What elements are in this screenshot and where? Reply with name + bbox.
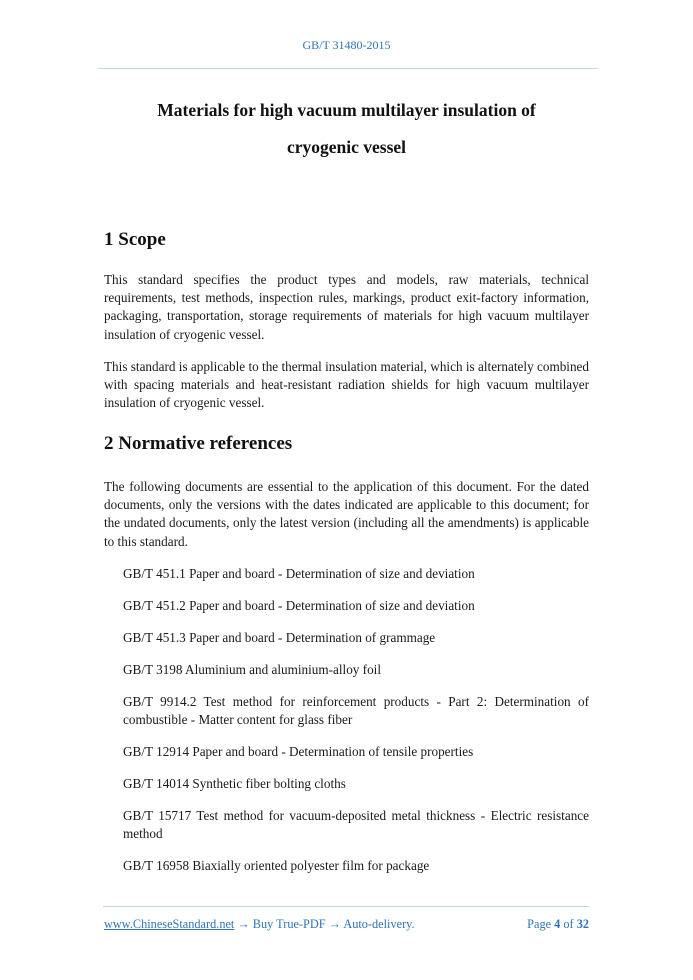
scope-paragraph-2: This standard is applicable to the thermal insulation material, which is alternately combined with spacing materials and heat-resistant radiation shields for high vacuum multilayer insulation of cryogenic vessel. — [104, 359, 589, 411]
normative-references-intro: The following documents are essential to the application of this document. For the dated documents, only the versions with the dates indicated are applicable to this document; for the undated documents, only the latest version (including all the amendments) is applicable to this standard. — [104, 479, 589, 549]
title-line-2: cryogenic vessel — [286, 137, 407, 157]
reference-item: GB/T 3198 Aluminium and aluminium-alloy foil — [123, 662, 381, 677]
section-heading-scope: 1 Scope — [104, 229, 166, 250]
reference-item: GB/T 451.3 Paper and board - Determination of grammage — [123, 630, 436, 645]
page-footer — [104, 917, 589, 932]
footer-divider — [103, 906, 589, 907]
page-number — [527, 917, 589, 932]
promo-text: → Buy True-PDF → Auto-delivery. — [234, 917, 415, 931]
page-label: Page — [527, 917, 552, 931]
running-header: GB/T 31480-2015 — [302, 38, 391, 52]
section-heading-normative-references: 2 Normative references — [104, 433, 293, 454]
website-link[interactable]: www.ChineseStandard.net — [104, 917, 235, 931]
reference-item: GB/T 451.1 Paper and board - Determination of size and deviation — [123, 566, 475, 581]
header-divider — [98, 68, 598, 69]
footer-promo — [104, 917, 415, 932]
page-of: of — [563, 917, 574, 931]
document-title — [104, 92, 589, 166]
scope-paragraph-1: This standard specifies the product types and models, raw materials, technical requirements, test methods, inspection rules, markings, product exit-factory information, packaging, transportation, storage requirements of materials for high vacuum multilayer insulation of cryogenic vessel. — [104, 272, 589, 342]
reference-item: GB/T 16958 Biaxially oriented polyester film for package — [123, 858, 430, 873]
reference-item: GB/T 12914 Paper and board - Determination of tensile properties — [123, 744, 474, 759]
reference-item: GB/T 14014 Synthetic fiber bolting cloths — [123, 776, 346, 791]
title-line-1: Materials for high vacuum multilayer insulation of — [157, 100, 536, 120]
reference-item: GB/T 15717 Test method for vacuum-deposited metal thickness - Electric resistance method — [123, 808, 589, 842]
reference-item: GB/T 9914.2 Test method for reinforcement products - Part 2: Determination of combustible - Matter content for glass fiber — [123, 694, 589, 728]
reference-item: GB/T 451.2 Paper and board - Determination of size and deviation — [123, 598, 475, 613]
page-total: 32 — [576, 917, 589, 931]
page-current: 4 — [554, 917, 561, 931]
